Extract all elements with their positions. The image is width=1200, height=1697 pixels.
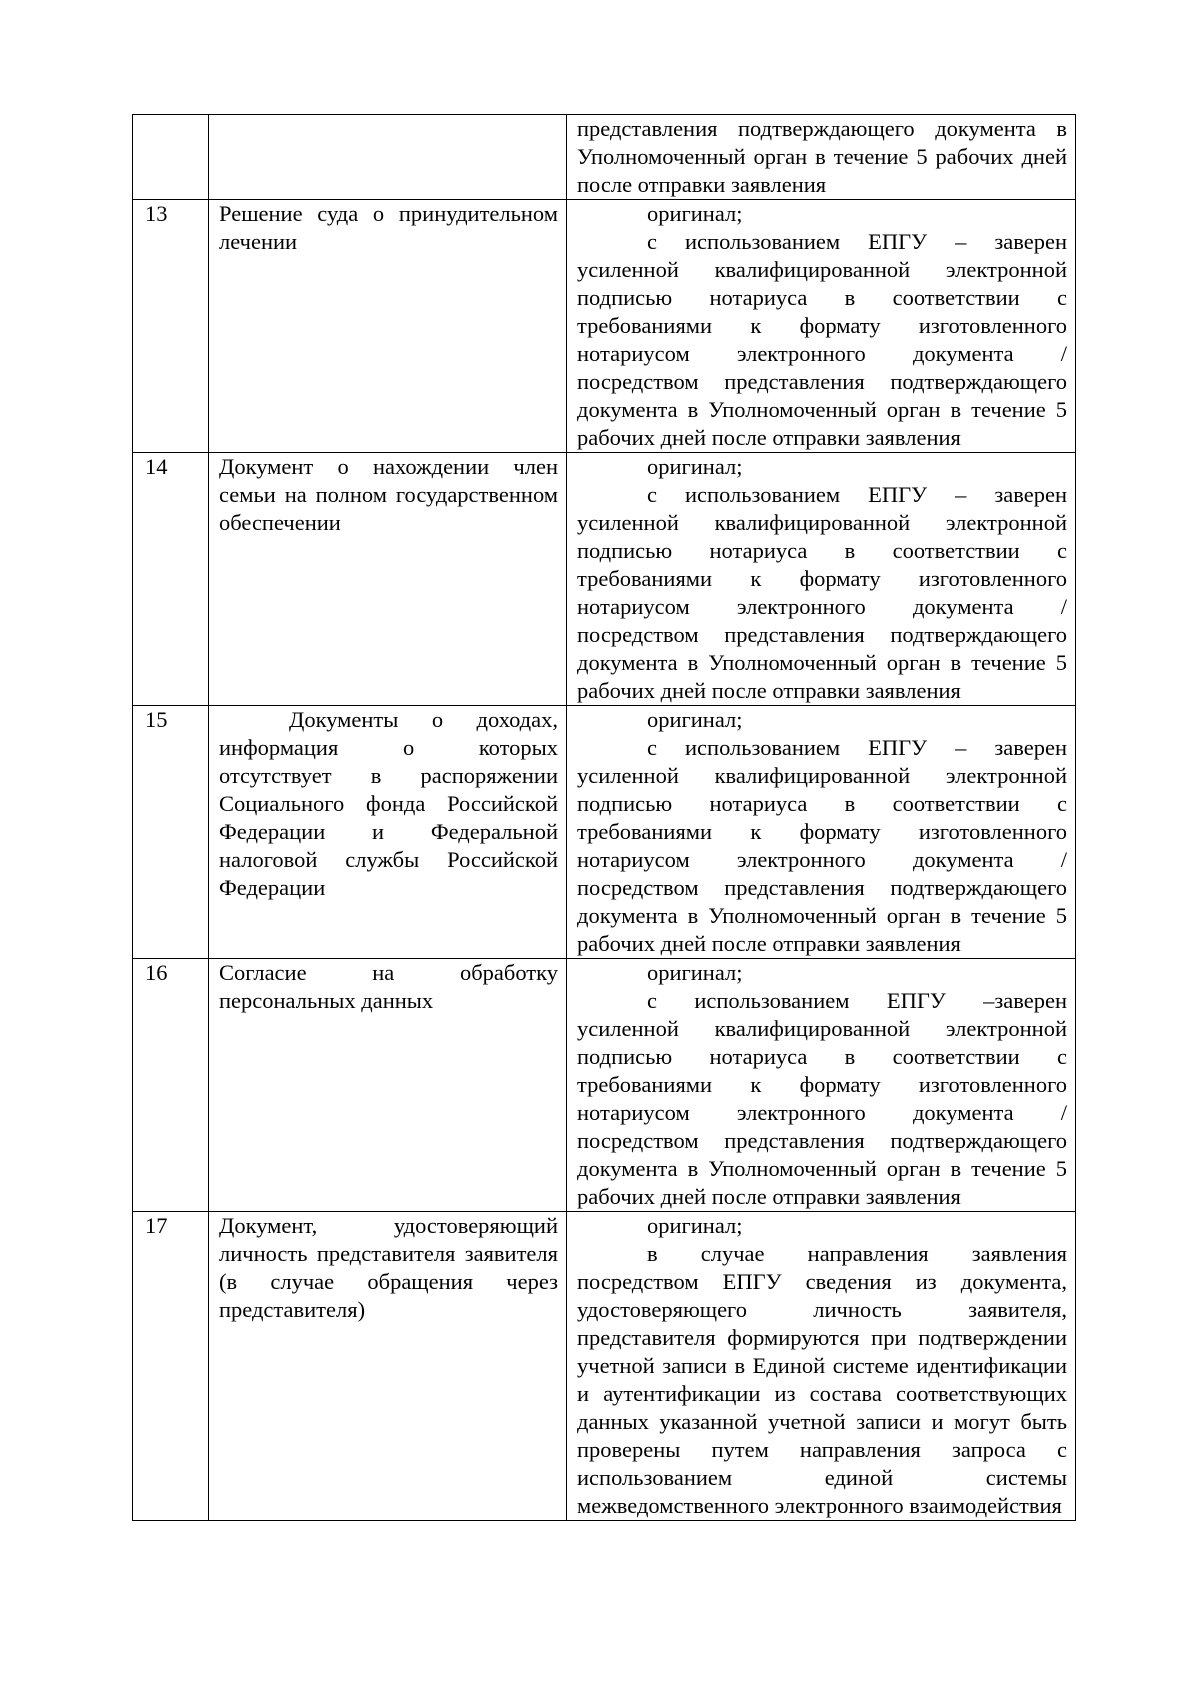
form-epgu-text: с использованием ЕПГУ – заверен усиленной квалифицированной электронной подписью нотариуса в соответствии с требованиями к формату изготовленного нотариусом электронного документа / посредством представления подтверждающего документа в Уполномоченный орган в течение 5 рабочих дней после отправки заявления — [577, 229, 1067, 450]
table-row — [133, 200, 1076, 453]
form-epgu-text: с использованием ЕПГУ –заверен усиленной квалифицированной электронной подписью нотариуса в соответствии с требованиями к формату изготовленного нотариусом электронного документа / посредством представления подтверждающего документа в Уполномоченный орган в течение 5 рабочих дней после отправки заявления — [577, 988, 1067, 1209]
form-original-text: оригинал; — [647, 707, 743, 732]
form-original-text: оригинал; — [647, 454, 743, 479]
submission-form-cell — [567, 706, 1076, 959]
document-name-cell — [209, 1212, 567, 1521]
document-name-cell — [209, 453, 567, 706]
form-epgu-text: с использованием ЕПГУ – заверен усиленной квалифицированной электронной подписью нотариуса в соответствии с требованиями к формату изготовленного нотариусом электронного документа / посредством представления подтверждающего документа в Уполномоченный орган в течение 5 рабочих дней после отправки заявления — [577, 482, 1067, 703]
table-row — [133, 115, 1076, 200]
form-original-text: оригинал; — [647, 201, 743, 226]
submission-form-cell — [567, 115, 1076, 200]
row-number-cell — [133, 115, 209, 200]
submission-form-cell — [567, 200, 1076, 453]
document-name-cell — [209, 706, 567, 959]
document-name-text: Документ о нахождении член семьи на полном государственном обеспечении — [219, 454, 558, 535]
row-number-cell: 16 — [133, 959, 209, 1212]
document-name-text: Документ, удостоверяющий личность представителя заявителя (в случае обращения через представителя) — [219, 1213, 558, 1322]
table-row — [133, 706, 1076, 959]
document-name-text: Решение суда о принудительном лечении — [219, 201, 558, 254]
row-number-cell: 14 — [133, 453, 209, 706]
table-row — [133, 453, 1076, 706]
form-epgu-text: в случае направления заявления посредством ЕПГУ сведения из документа, удостоверяющего личность заявителя, представителя формируются при подтверждении учетной записи в Единой системе идентификации и аутентификации из состава соответствующих данных указанной учетной записи и могут быть проверены путем направления запроса с использованием единой системы межведомственного электронного взаимодействия — [577, 1241, 1067, 1518]
row-number-cell: 17 — [133, 1212, 209, 1521]
document-name-cell — [209, 959, 567, 1212]
documents-table — [132, 114, 1076, 1521]
form-original-text: оригинал; — [647, 1213, 743, 1238]
document-name-cell — [209, 200, 567, 453]
submission-form-cell — [567, 453, 1076, 706]
document-name-text: Согласие на обработку персональных данных — [219, 960, 558, 1013]
submission-form-cell — [567, 1212, 1076, 1521]
form-original-text: оригинал; — [647, 960, 743, 985]
form-continuation-text: представления подтверждающего документа в Уполномоченный орган в течение 5 рабочих дней после отправки заявления — [577, 116, 1067, 197]
document-name-text: Документы о доходах, информация о которых отсутствует в распоряжении Социального фонда Российской Федерации и Федеральной налоговой службы Российской Федерации — [219, 707, 558, 900]
document-name-cell — [209, 115, 567, 200]
form-epgu-text: с использованием ЕПГУ – заверен усиленной квалифицированной электронной подписью нотариуса в соответствии с требованиями к формату изготовленного нотариусом электронного документа / посредством представления подтверждающего документа в Уполномоченный орган в течение 5 рабочих дней после отправки заявления — [577, 735, 1067, 956]
row-number-cell: 15 — [133, 706, 209, 959]
table-row — [133, 959, 1076, 1212]
table-row — [133, 1212, 1076, 1521]
submission-form-cell — [567, 959, 1076, 1212]
row-number-cell: 13 — [133, 200, 209, 453]
